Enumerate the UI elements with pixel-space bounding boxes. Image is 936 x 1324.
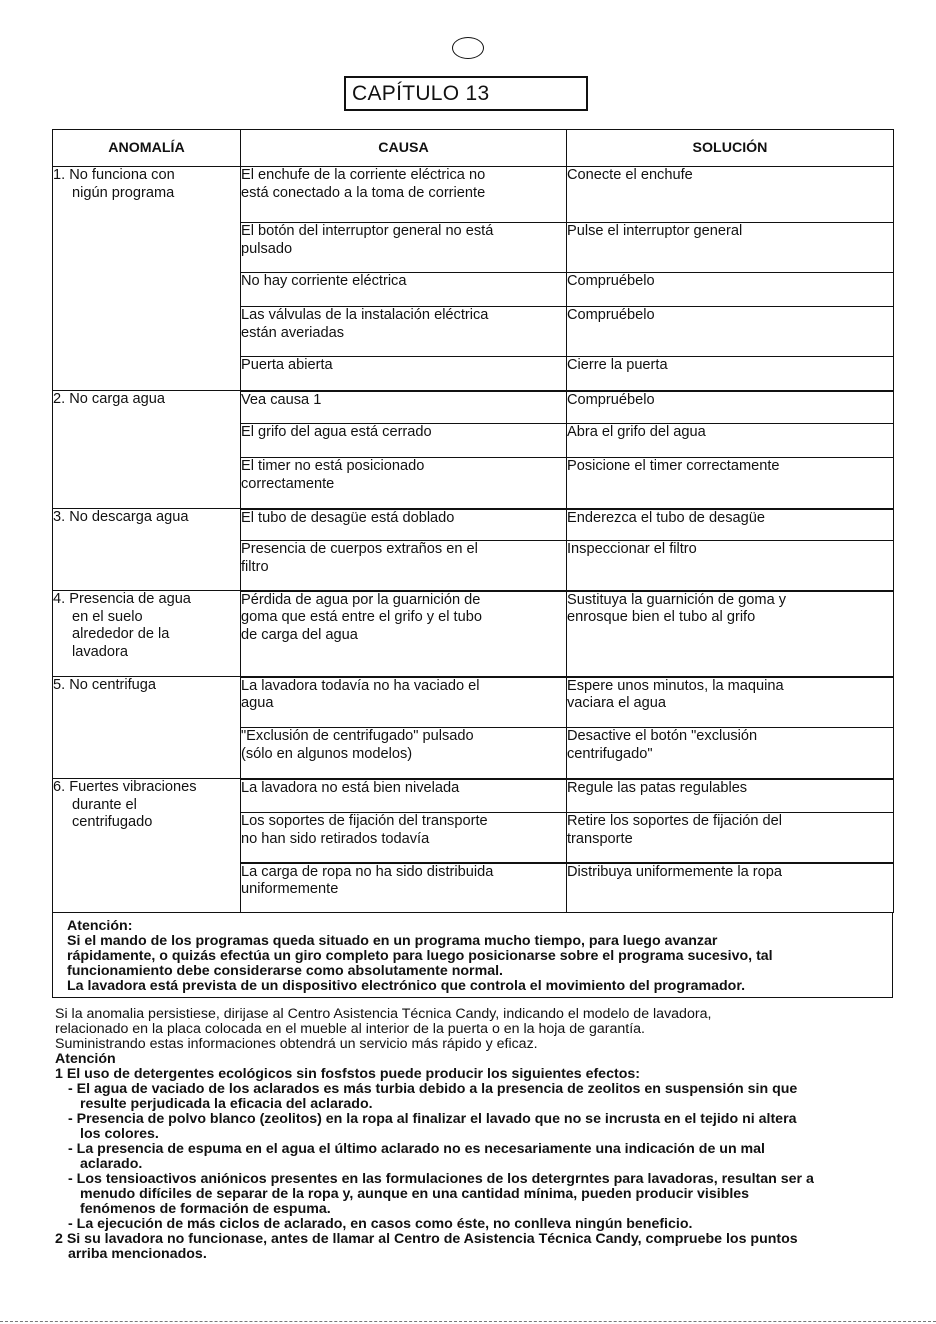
footer-bullet: - Los tensioactivos aniónicos presentes en las formulaciones de los detergrntes para lavadoras, resultan ser a xyxy=(68,1171,814,1187)
column-header-anomaly: ANOMALÍA xyxy=(53,130,241,167)
footer-bullet-cont: fenómenos de formación de espuma. xyxy=(80,1201,331,1217)
anomaly-cell: 5. No centrifuga xyxy=(53,677,241,779)
footer-intro-line: Suministrando estas informaciones obtendrá un servicio más rápido y eficaz. xyxy=(55,1036,538,1052)
chapter-title: CAPÍTULO 13 xyxy=(344,76,588,111)
footer-bullet-cont: los colores. xyxy=(80,1126,159,1142)
cause-cell: La lavadora no está bien nivelada xyxy=(241,779,567,813)
solution-cell: Compruébelo xyxy=(567,273,894,307)
solution-cell: Compruébelo xyxy=(567,307,894,357)
attention-line: Si el mando de los programas queda situado en un programa mucho tiempo, para luego avanzar xyxy=(67,933,718,949)
footer-bullet: - Presencia de polvo blanco (zeolitos) en la ropa al finalizar el lavado que no se incrusta en el tejido ni altera xyxy=(68,1111,797,1127)
cause-cell: Pérdida de agua por la guarnición de goma que está entre el grifo y el tubo de carga del agua xyxy=(241,591,567,677)
attention-line: funcionamiento debe considerarse como absolutamente normal. xyxy=(67,963,503,979)
cause-cell: Los soportes de fijación del transporte no han sido retirados todavía xyxy=(241,813,567,863)
solution-cell: Abra el grifo del agua xyxy=(567,424,894,458)
solution-cell: Compruébelo xyxy=(567,391,894,424)
troubleshooting-table xyxy=(52,129,894,913)
footer-notes xyxy=(55,1007,905,1262)
footer-heading: Atención xyxy=(55,1051,116,1067)
cause-cell: La carga de ropa no ha sido distribuida uniformemente xyxy=(241,863,567,913)
footer-intro-line: relacionado en la placa colocada en el mueble al interior de la puerta o en la hoja de garantía. xyxy=(55,1021,645,1037)
anomaly-cell: 6. Fuertes vibraciones durante el centrifugado xyxy=(53,779,241,913)
footer-bullet-cont: resulte perjudicada la eficacia del aclarado. xyxy=(80,1096,373,1112)
footer-bullet: - La ejecución de más ciclos de aclarado, en casos como éste, no conlleva ningún beneficio. xyxy=(68,1216,693,1232)
column-header-cause: CAUSA xyxy=(241,130,567,167)
solution-cell: Enderezca el tubo de desagüe xyxy=(567,509,894,541)
anomaly-cell: 1. No funciona con nigún programa xyxy=(53,167,241,391)
footer-bullet-cont: menudo difíciles de separar de la ropa y, aunque en una cantidad mínima, pueden producir visibles xyxy=(80,1186,750,1202)
solution-cell: Inspeccionar el filtro xyxy=(567,541,894,591)
table-row xyxy=(53,779,894,813)
solution-cell: Posicione el timer correctamente xyxy=(567,458,894,509)
solution-cell: Espere unos minutos, la maquina vaciara el agua xyxy=(567,677,894,728)
cause-cell: El enchufe de la corriente eléctrica no está conectado a la toma de corriente xyxy=(241,167,567,223)
column-header-solution: SOLUCIÓN xyxy=(567,130,894,167)
table-row xyxy=(53,677,894,728)
cause-cell: No hay corriente eléctrica xyxy=(241,273,567,307)
solution-cell: Regule las patas regulables xyxy=(567,779,894,813)
attention-line: rápidamente, o quizás efectúa un giro completo para luego posicionarse sobre el programa sucesivo, tal xyxy=(67,948,773,964)
cause-cell: "Exclusión de centrifugado" pulsado (sólo en algunos modelos) xyxy=(241,728,567,779)
table-row xyxy=(53,591,894,677)
solution-cell: Retire los soportes de fijación del transporte xyxy=(567,813,894,863)
attention-heading: Atención: xyxy=(67,918,133,934)
anomaly-cell: 4. Presencia de agua en el suelo alrededor de la lavadora xyxy=(53,591,241,677)
cause-cell: El botón del interruptor general no está pulsado xyxy=(241,223,567,273)
footer-item-2: 2 Si su lavadora no funcionase, antes de llamar al Centro de Asistencia Técnica Candy, compruebe los puntos xyxy=(55,1231,798,1247)
page-edge-dashed-line xyxy=(0,1321,936,1322)
footer-item-2-cont: arriba mencionados. xyxy=(68,1246,207,1262)
cause-cell: El tubo de desagüe está doblado xyxy=(241,509,567,541)
footer-bullet: - La presencia de espuma en el agua el último aclarado no es necesariamente una indicación de un mal xyxy=(68,1141,765,1157)
solution-cell: Cierre la puerta xyxy=(567,357,894,391)
cause-cell: Presencia de cuerpos extraños en el filtro xyxy=(241,541,567,591)
cause-cell: La lavadora todavía no ha vaciado el agua xyxy=(241,677,567,728)
table-header-row xyxy=(53,130,894,167)
solution-cell: Pulse el interruptor general xyxy=(567,223,894,273)
footer-item-1: 1 El uso de detergentes ecológicos sin fosfstos puede producir los siguientes efectos: xyxy=(55,1066,640,1082)
anomaly-cell: 3. No descarga agua xyxy=(53,509,241,591)
solution-cell: Conecte el enchufe xyxy=(567,167,894,223)
cause-cell: El grifo del agua está cerrado xyxy=(241,424,567,458)
attention-box xyxy=(52,912,893,998)
table-row xyxy=(53,167,894,223)
cause-cell: El timer no está posicionado correctamente xyxy=(241,458,567,509)
anomaly-cell: 2. No carga agua xyxy=(53,391,241,509)
attention-line: La lavadora está prevista de un dispositivo electrónico que controla el movimiento del programador. xyxy=(67,978,746,994)
solution-cell: Sustituya la guarnición de goma y enrosque bien el tubo al grifo xyxy=(567,591,894,677)
cause-cell: Vea causa 1 xyxy=(241,391,567,424)
table-row xyxy=(53,391,894,424)
solution-cell: Distribuya uniformemente la ropa xyxy=(567,863,894,913)
solution-cell: Desactive el botón "exclusión centrifugado" xyxy=(567,728,894,779)
footer-intro-line: Si la anomalia persistiese, dirijase al Centro Asistencia Técnica Candy, indicando el modelo de lavadora, xyxy=(55,1006,712,1022)
language-oval-mark xyxy=(452,37,484,59)
table-row xyxy=(53,509,894,541)
footer-bullet-cont: aclarado. xyxy=(80,1156,143,1172)
cause-cell: Puerta abierta xyxy=(241,357,567,391)
cause-cell: Las válvulas de la instalación eléctrica están averiadas xyxy=(241,307,567,357)
footer-bullet: - El agua de vaciado de los aclarados es más turbia debido a la presencia de zeolitos en suspensión sin que xyxy=(68,1081,798,1097)
